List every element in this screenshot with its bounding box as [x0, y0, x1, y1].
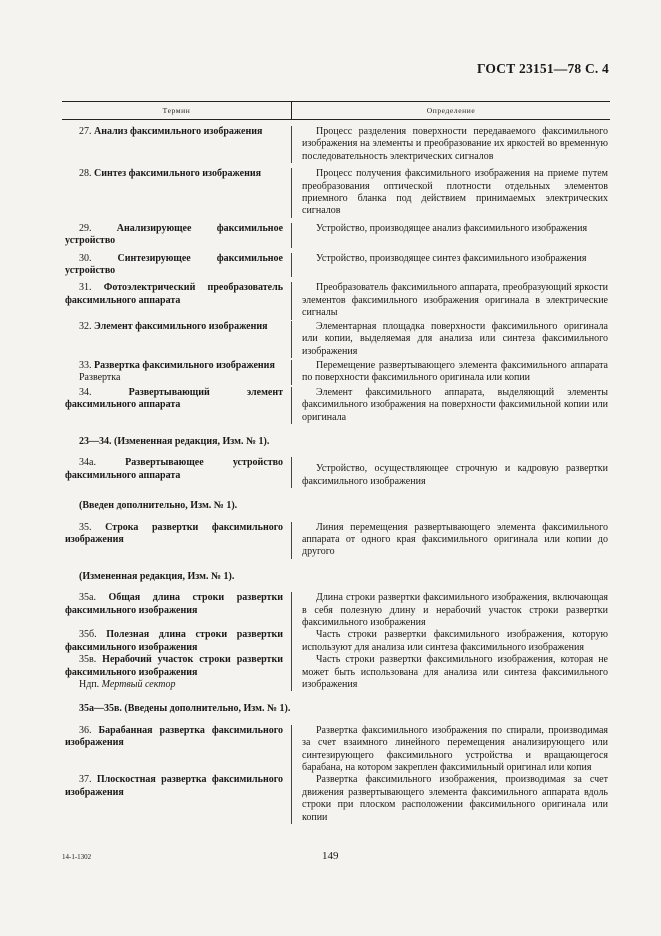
- table-row: 34а. Развертывающее устройство факсимильного аппарата Устройство, осуществляющее строчную и кадровую развертки факсимильного изображения: [65, 457, 608, 487]
- table-row: 37. Плоскостная развертка факсимильного изображения Развертка факсимильного изображения, производимая за счет движения развертывающего элемента факсимильного аппарата вдоль строки при плоском расположении факсимильного оригинала или копии: [65, 774, 608, 823]
- table-row: 35а. Общая длина строки развертки факсимильного изображения Длина строки развертки факсимильного изображения, включающая в себя полезную длину и нерабочий участок строки развертки факсимильного изображения: [65, 592, 608, 628]
- table-row: 35. Строка развертки факсимильного изображения Линия перемещения развертывающего элемента факсимильного аппарата от одного края факсимильного оригинала или копии до другого: [65, 521, 608, 558]
- page-number: 149: [322, 850, 339, 862]
- table-row: 36. Барабанная развертка факсимильного изображения Развертка факсимильного изображения по спирали, производимая за счет взаимного линейного перемещения анализирующего или синтезирующего факсимильного устройства и вращающегося барабана, на котором закреплен факсимильный оригинал или копия: [65, 724, 608, 774]
- print-code: 14-1-1302: [62, 853, 92, 861]
- table-row: 30. Синтезирующее факсимильное устройство Устройство, производящее синтез факсимильного изображения: [62, 253, 610, 278]
- table-row: 29. Анализирующее факсимильное устройство Устройство, производящее анализ факсимильного изображения: [62, 223, 610, 248]
- table-row: 34. Развертывающий элемент факсимильного аппарата Элемент факсимильного аппарата, выделяющий элементы факсимильного изображения на поверхности факсимильной копии или оригинала: [65, 386, 608, 423]
- table-row: 35б. Полезная длина строки развертки факсимильного изображения Часть строки развертки факсимильного изображения, которую используют для анализа или синтеза факсимильного изображения: [65, 629, 608, 653]
- document-code: ГОСТ 23151—78 С. 4: [476, 61, 609, 76]
- table-row: 28. Синтез факсимильного изображения Процесс получения факсимильного изображения на приеме путем преобразования оптической плотности отдельных элементов приемного бланка под действием принимаемых электрических сигналов: [79, 168, 608, 217]
- table-row: 33. Развертка факсимильного изображения Развертка Перемещение развертывающего элемента факсимильного аппарата по поверхности факсимильного оригинала или копии: [79, 359, 608, 384]
- table-row: 35в. Нерабочий участок строки развертки факсимильного изображения Ндп. Мертвый сектор Часть строки развертки факсимильного изображения, которая не может быть использована для анализа или синтеза факсимильного изображения: [65, 654, 608, 691]
- amendment-note: 23—34. (Измененная редакция, Изм. № 1).: [79, 435, 270, 447]
- table-row: 31. Фотоэлектрический преобразователь факсимильного аппарата Преобразователь факсимильного аппарата, преобразующий яркости элементов факсимильного изображения оригинала в электрические сигналы: [65, 282, 608, 319]
- table-row: 32. Элемент факсимильного изображения Элементарная площадка поверхности факсимильного оригинала или копии, выделяемая для анализа или синтеза факсимильного изображения: [79, 320, 608, 357]
- table-row: 27. Анализ факсимильного изображения Процесс разделения поверхности передаваемого факсимильного изображения на элементы и преобразование их яркостей во временную последовательность электрических сигналов: [79, 126, 608, 162]
- amendment-note: (Измененная редакция, Изм. № 1).: [79, 570, 235, 582]
- term-column-header: Термин: [62, 102, 292, 119]
- terms-table: [62, 101, 610, 824]
- table-header: [62, 101, 610, 120]
- amendment-note: 35а—35в. (Введены дополнительно, Изм. № 1).: [79, 703, 291, 715]
- definition-column-header: Определение: [426, 106, 476, 115]
- amendment-note: (Введен дополнительно, Изм. № 1).: [79, 500, 238, 512]
